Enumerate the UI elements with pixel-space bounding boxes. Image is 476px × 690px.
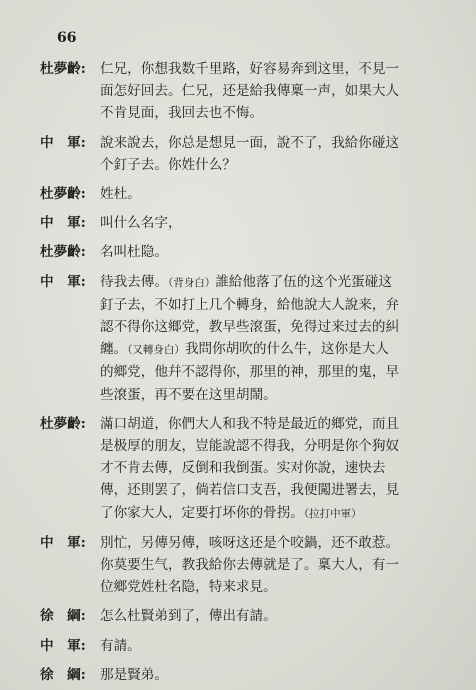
dialogue-text	[100, 664, 465, 686]
dialogue-entry	[40, 532, 465, 599]
speaker-name: 中 軍:	[40, 134, 86, 151]
dialogue-entry	[40, 241, 465, 263]
stage-direction: （又轉身白）	[127, 344, 185, 357]
dialogue-text	[100, 605, 465, 627]
speaker-name: 杜夢齡:	[40, 244, 86, 261]
dialogue-text	[100, 132, 465, 176]
dialogue-text	[100, 413, 465, 525]
dialogue-entry	[40, 664, 465, 686]
dialogue-entry	[40, 271, 465, 406]
speaker-name: 徐 綱:	[40, 666, 86, 683]
text-line: 位鄉党姓杜名隐，特来求見。	[100, 579, 277, 596]
text-line: 那是賢弟。	[100, 666, 168, 683]
dialogue-entry	[40, 58, 465, 125]
dialogue-entry	[40, 132, 465, 176]
text-line: 你莫要生气，教我給你去傳就是了。稟大人，有一	[100, 557, 400, 574]
dialogue-text	[100, 58, 465, 125]
text-segment: 待我去傳。	[100, 273, 168, 290]
text-segment: 纏。	[100, 341, 128, 358]
stage-direction: （拉打中軍）	[303, 507, 362, 520]
text-line	[100, 271, 465, 294]
dialogue-entry	[40, 212, 465, 234]
text-line: 有請。	[100, 637, 141, 654]
text-segment: 誰給他落了伍的这个光蛋碰这	[215, 273, 392, 290]
dialogue-entry	[40, 605, 465, 627]
dialogue-text	[100, 271, 465, 406]
speaker-name: 杜夢齡:	[40, 186, 86, 203]
text-line: 釘子去，不如打上几个轉身，給他說大人說来，弁	[100, 296, 400, 313]
stage-direction: （背身白）	[167, 276, 216, 289]
text-line: 姓杜。	[100, 186, 141, 203]
dialogue-text	[100, 635, 465, 657]
speaker-name: 中 軍:	[40, 534, 86, 551]
dialogue-text	[100, 183, 465, 205]
speaker-name: 杜夢齡:	[40, 61, 86, 77]
text-line	[100, 502, 465, 525]
speaker-name: 中 軍:	[40, 215, 86, 232]
text-line: 些滾蛋，再不要在这里胡鬧。	[100, 386, 277, 403]
text-line: 別忙，另傳另傳，咳呀这还是个咬鍋，还不敢惹。	[100, 534, 400, 551]
text-line: 是极厚的朋友，豈能說認不得我，分明是你个狗奴	[100, 438, 400, 455]
text-line: 个釘子去。你姓什么？	[100, 156, 236, 173]
text-line: 認不得你这鄉党，教早些滾蛋，免得过来过去的糾	[100, 319, 400, 336]
dialogue-entry	[40, 413, 465, 525]
dialogue-entry	[40, 635, 465, 657]
text-line: 不肯見面，我回去也不悔。	[100, 105, 264, 122]
dialogue-entry	[40, 183, 465, 205]
text-line: 面怎好回去。仁兄，还是給我傳稟一声，如果大人	[100, 83, 400, 100]
text-segment: 了你家大人，定要打坏你的骨拐。	[100, 504, 304, 521]
dialogue-text	[100, 241, 465, 263]
text-line: 名叫杜隐。	[100, 244, 168, 261]
text-line: 滿口胡道，你們大人和我不特是最近的鄉党，而且	[100, 415, 400, 432]
page-number: 66	[57, 30, 77, 46]
text-line: 仁兄，你想我数千里路，好容易奔到这里，不見一	[100, 61, 400, 77]
text-line: 叫什么名字，	[100, 215, 182, 232]
script-dialogue	[40, 58, 465, 686]
text-segment: 我問你胡吹的什么牛，这你是大人	[184, 341, 389, 358]
speaker-name: 中 軍:	[40, 273, 86, 290]
speaker-name: 中 軍:	[40, 637, 86, 654]
text-line	[100, 338, 465, 361]
speaker-name: 杜夢齡:	[40, 415, 86, 432]
text-line: 傳，还則罢了，倘若信口支吾，我便闖进署去，見	[100, 482, 400, 499]
text-line: 的鄉党，他幷不認得你，那里的神，那里的鬼，早	[100, 364, 400, 381]
text-line: 才不肯去傳，反倒和我倒蛋。实对你說，速快去	[100, 460, 386, 477]
dialogue-text	[100, 212, 465, 234]
dialogue-text	[100, 532, 465, 599]
text-line: 說来說去，你总是想見一面，說不了，我給你碰这	[100, 134, 400, 151]
speaker-name: 徐 綱:	[40, 608, 86, 625]
text-line: 怎么杜賢弟到了，傳出有請。	[100, 608, 277, 625]
